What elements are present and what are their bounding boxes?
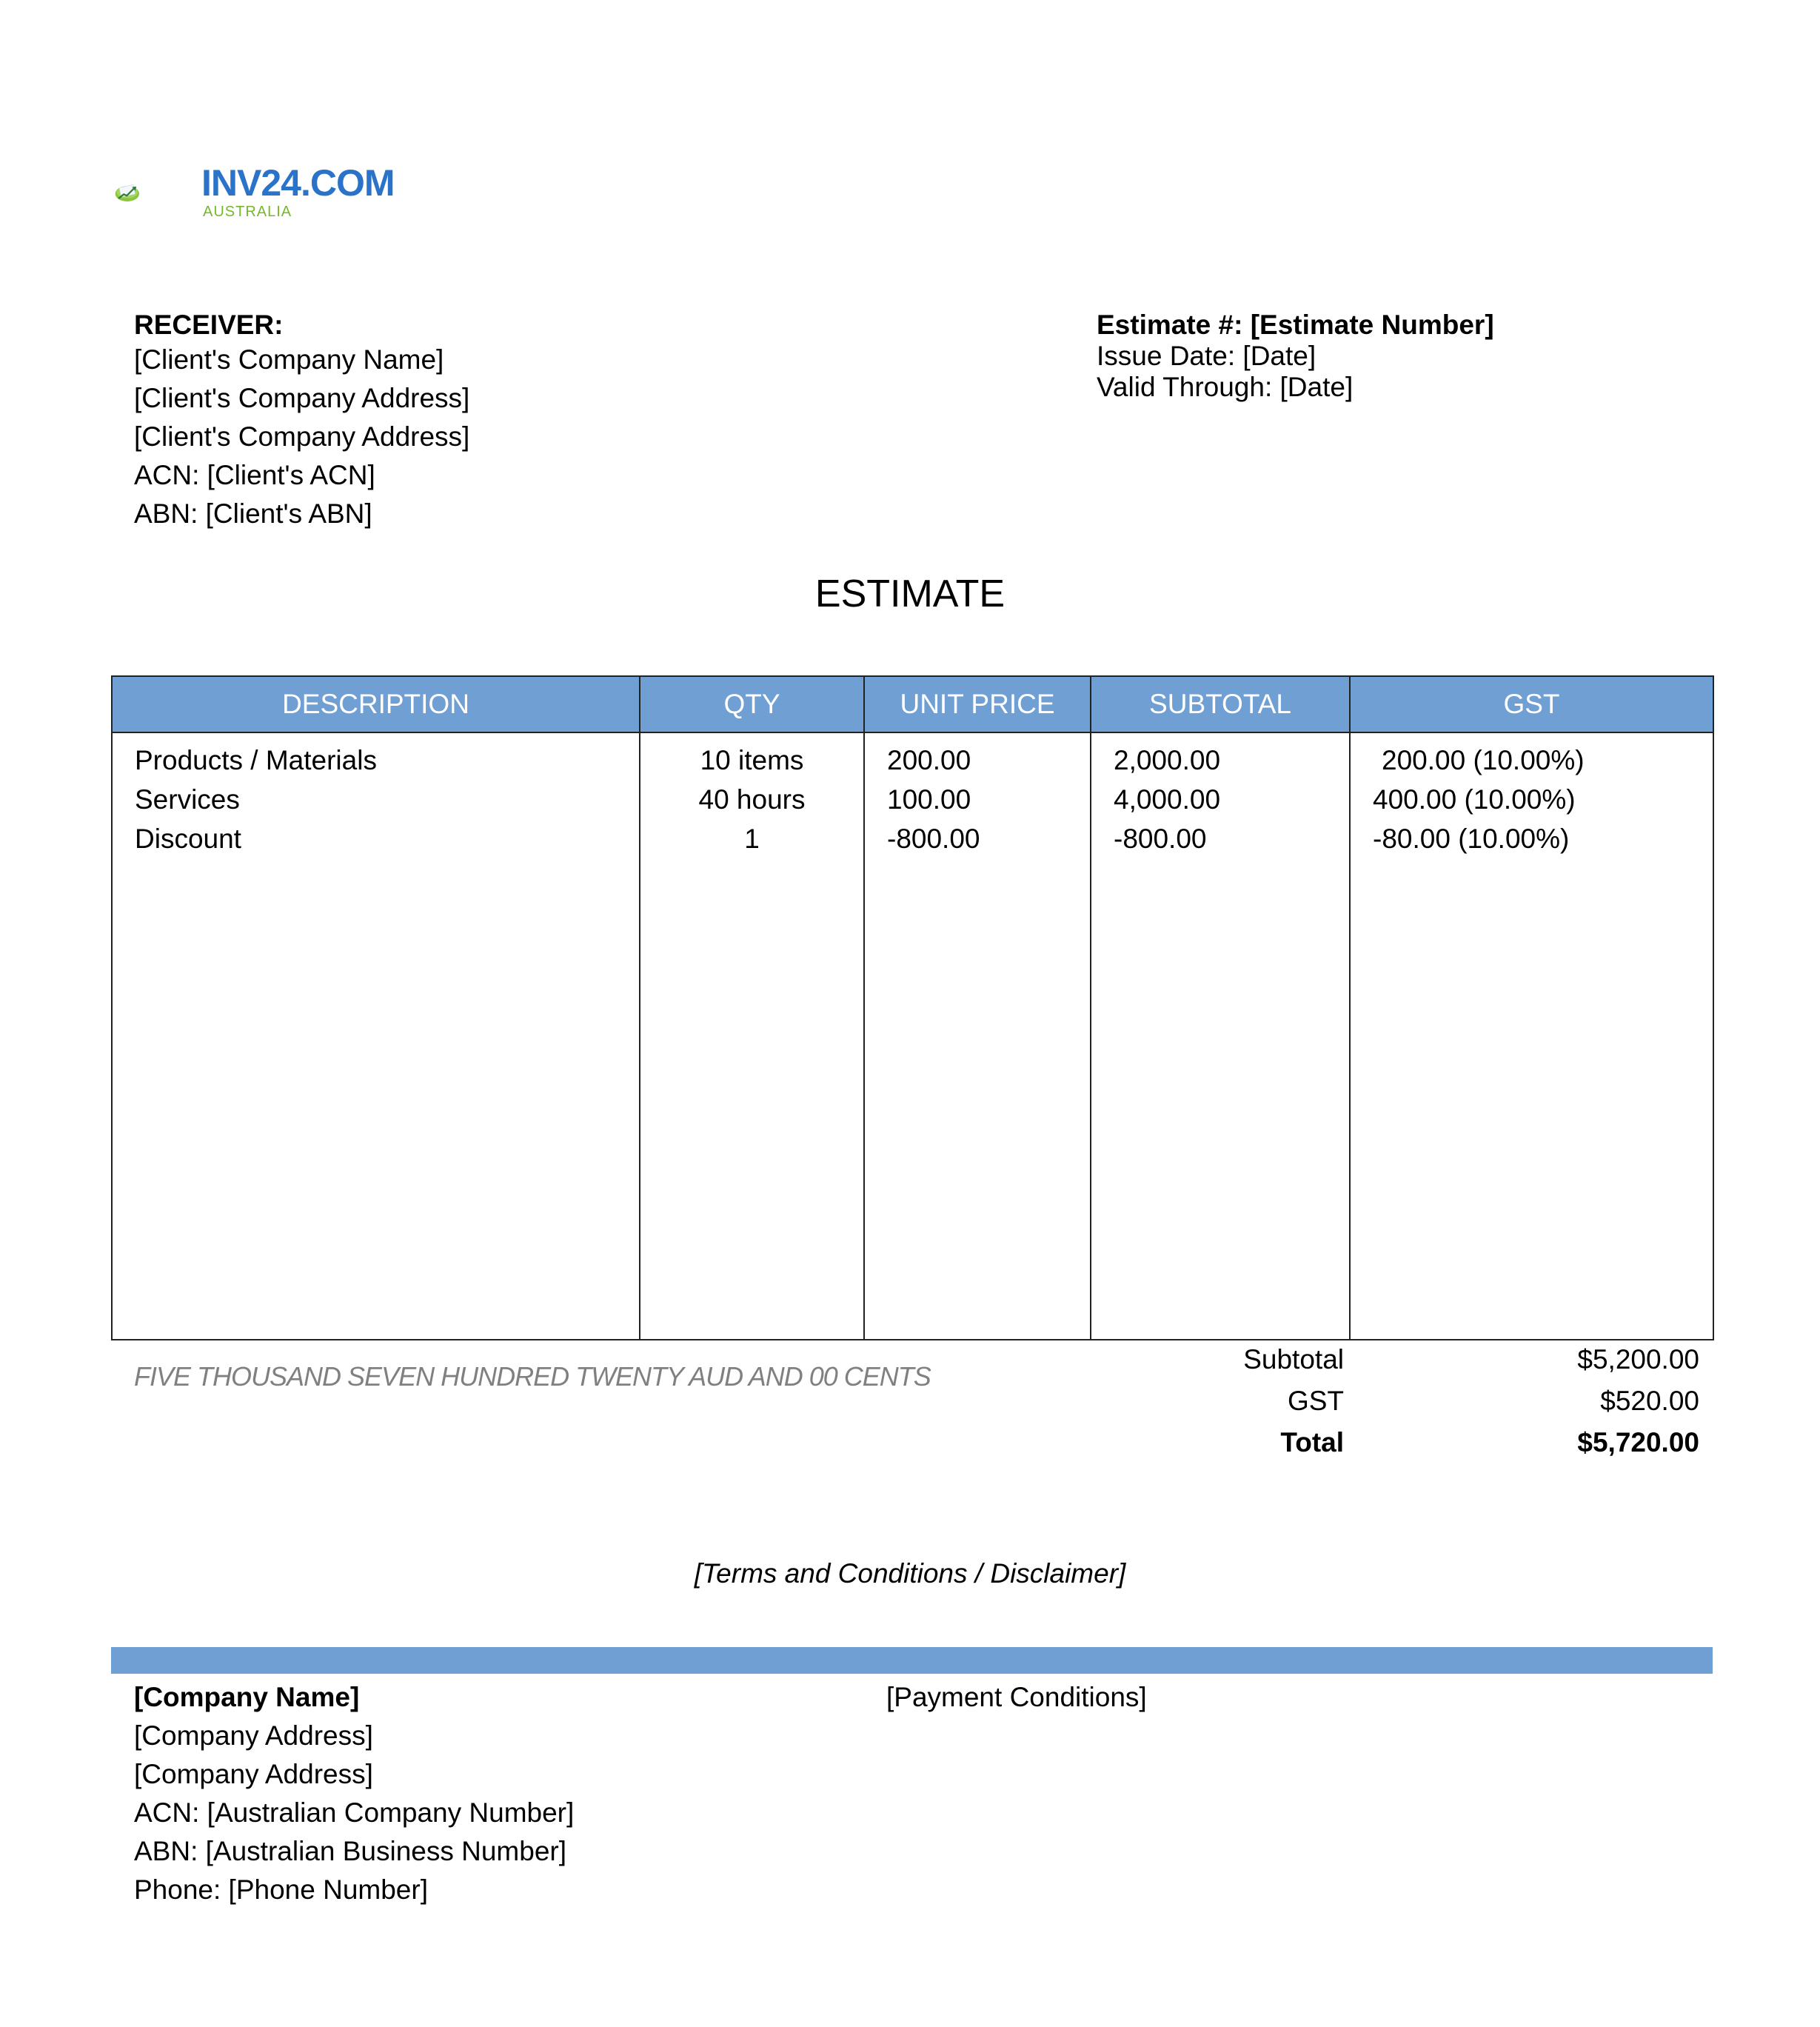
column-header: DESCRIPTION: [112, 676, 640, 732]
issue-date: Issue Date: [Date]: [1097, 341, 1317, 371]
subtotal-label: Subtotal: [1243, 1344, 1344, 1375]
table-cell: -800.00: [1114, 824, 1207, 854]
subtotal-column: [1091, 732, 1350, 1340]
gst-column: [1350, 732, 1713, 1340]
company-line: [Company Address]: [134, 1759, 373, 1789]
receiver-line: [Client's Company Name]: [134, 344, 444, 375]
receiver-line: [Client's Company Address]: [134, 421, 470, 452]
subtotal-value: $5,200.00: [1577, 1344, 1699, 1375]
receiver-block: [134, 310, 469, 533]
column-header: GST: [1350, 676, 1713, 732]
qty-column: [640, 732, 864, 1340]
valid-through: Valid Through: [Date]: [1097, 372, 1354, 402]
gst-row: [1170, 1380, 1699, 1422]
estimate-number: Estimate #: [Estimate Number]: [1097, 310, 1494, 340]
table-cell: Products / Materials: [135, 745, 377, 775]
table-cell: 400.00 (10.00%): [1373, 784, 1576, 815]
logo-region: AUSTRALIA: [203, 204, 292, 220]
table-cell: 200.00 (10.00%): [1382, 745, 1585, 775]
table-cell: Services: [135, 784, 240, 815]
company-line: ACN: [Australian Company Number]: [134, 1797, 575, 1828]
receiver-line: [Client's Company Address]: [134, 383, 470, 413]
payment-conditions: [Payment Conditions]: [886, 1682, 1147, 1712]
column-header: SUBTOTAL: [1091, 676, 1350, 732]
estimate-info-block: [1097, 310, 1494, 403]
table-cell: -800.00: [887, 824, 980, 854]
table-cell: 4,000.00: [1114, 784, 1221, 815]
receiver-line: ACN: [Client's ACN]: [134, 460, 375, 490]
unit-price-column: [864, 732, 1091, 1340]
table-cell: 100.00: [887, 784, 971, 815]
terms-and-conditions: [Terms and Conditions / Disclaimer]: [694, 1558, 1126, 1589]
table-cell: 40 hours: [698, 784, 806, 815]
table-cell: 200.00: [887, 745, 971, 775]
company-line: [Company Address]: [134, 1720, 373, 1751]
amount-in-words: FIVE THOUSAND SEVEN HUNDRED TWENTY AUD AND 00 CENTS: [134, 1361, 931, 1392]
company-name: [Company Name]: [134, 1682, 360, 1712]
company-line: Phone: [Phone Number]: [134, 1874, 428, 1905]
gst-value: $520.00: [1600, 1386, 1699, 1416]
total-row: [1170, 1422, 1699, 1463]
table-header-row: [112, 676, 1713, 732]
column-header: UNIT PRICE: [864, 676, 1091, 732]
table-cell: Discount: [135, 824, 241, 854]
subtotal-row: [1170, 1339, 1699, 1380]
table-cell: 1: [744, 824, 760, 854]
total-value: $5,720.00: [1577, 1427, 1699, 1457]
column-header: QTY: [640, 676, 864, 732]
company-line: ABN: [Australian Business Number]: [134, 1836, 567, 1866]
company-logo-icon: [115, 159, 196, 226]
totals-block: [1170, 1339, 1699, 1463]
document-title: ESTIMATE: [814, 572, 1006, 615]
line-items-table: [111, 675, 1714, 1340]
table-cell: -80.00 (10.00%): [1373, 824, 1570, 854]
footer-divider-bar: [111, 1647, 1713, 1674]
receiver-heading: RECEIVER:: [134, 310, 284, 340]
company-block: [134, 1678, 574, 1909]
total-label: Total: [1280, 1427, 1344, 1457]
logo-wordmark: INV24.COM: [201, 162, 395, 204]
table-cell: 2,000.00: [1114, 745, 1221, 775]
table-body: [112, 732, 1713, 1340]
table-cell: 10 items: [700, 745, 804, 775]
description-column: [112, 732, 640, 1340]
receiver-line: ABN: [Client's ABN]: [134, 498, 372, 529]
gst-label: GST: [1287, 1386, 1344, 1416]
